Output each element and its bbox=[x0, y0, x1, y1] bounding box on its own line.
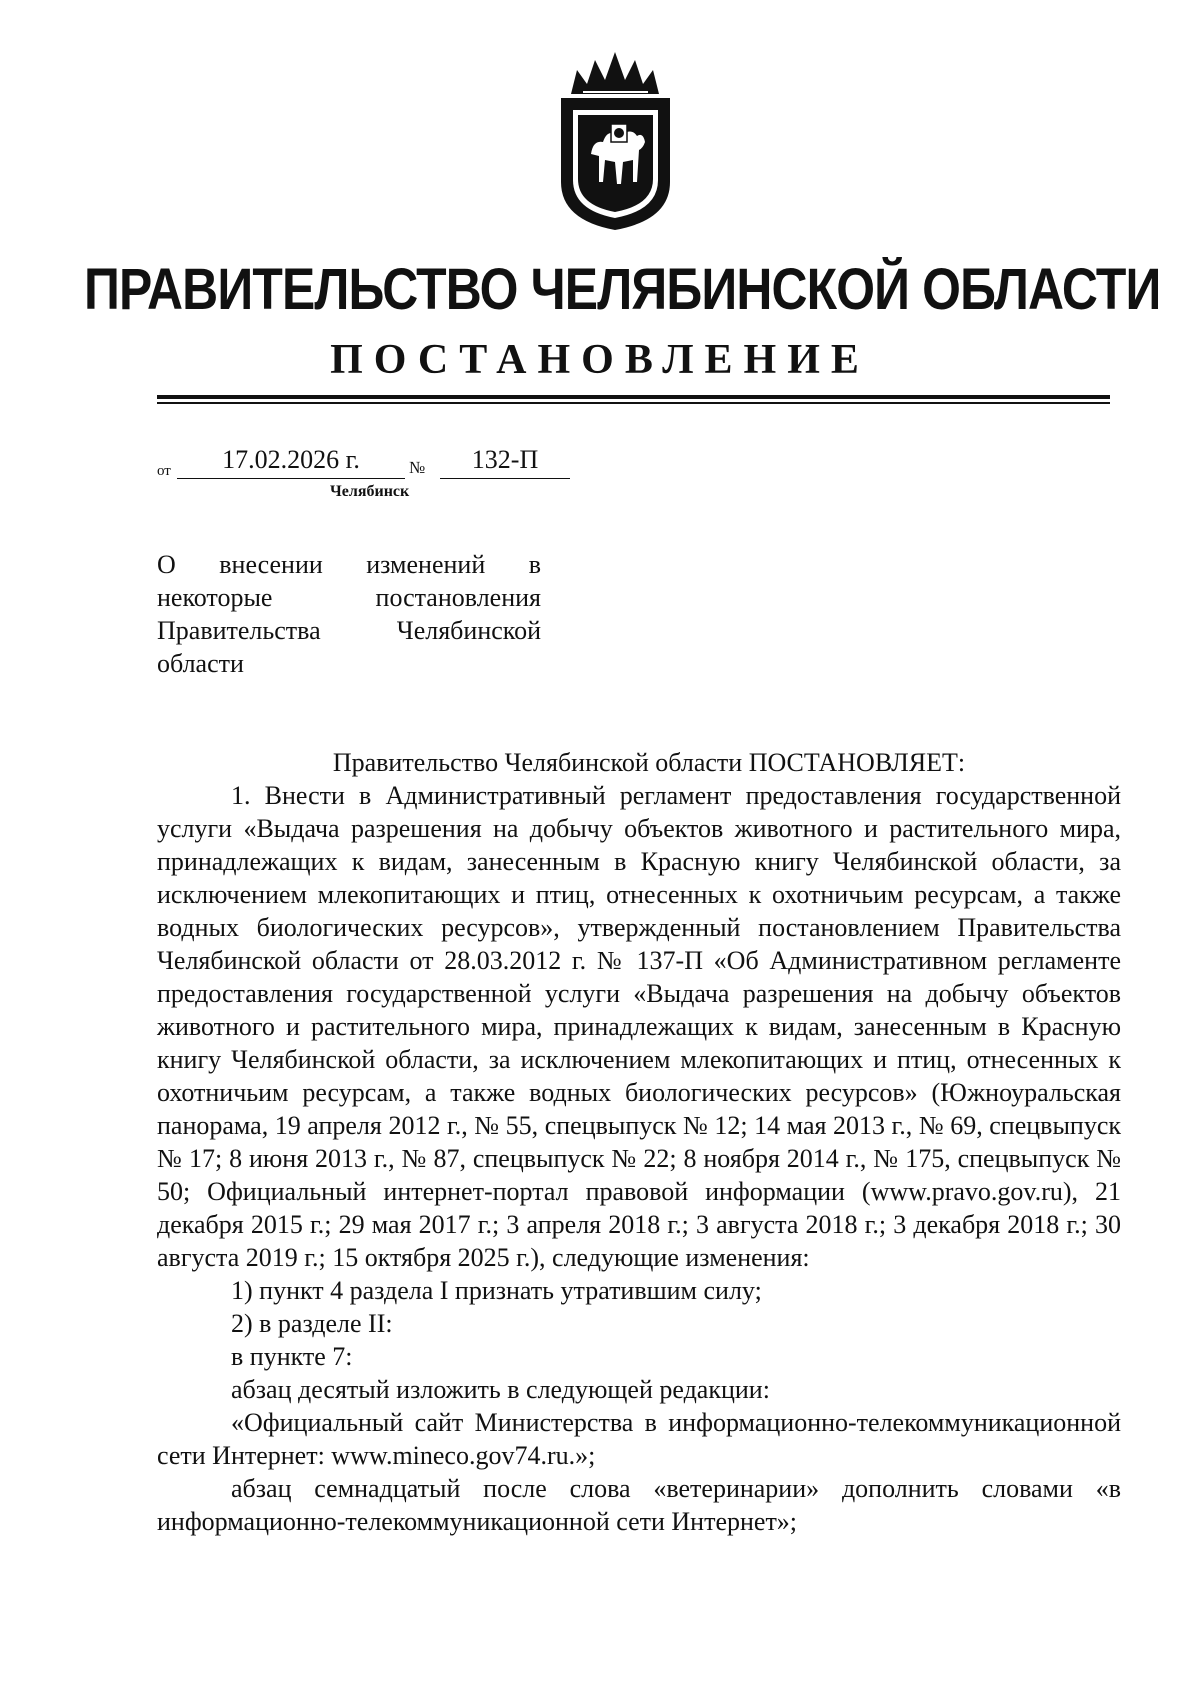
org-title: ПРАВИТЕЛЬСТВО ЧЕЛЯБИНСКОЙ ОБЛАСТИ bbox=[84, 257, 1161, 322]
document-date: 17.02.2026 г. bbox=[177, 445, 405, 479]
header-rule-thick bbox=[157, 395, 1110, 399]
body-paragraph: 1) пункт 4 раздела I признать утратившим силу; bbox=[231, 1276, 762, 1305]
subject-line: области bbox=[157, 649, 244, 678]
document-type: ПОСТАНОВЛЕНИЕ bbox=[330, 337, 870, 383]
subject-line: Правительства Челябинской bbox=[157, 616, 541, 645]
body-paragraph: 2) в разделе II: bbox=[231, 1309, 393, 1338]
body-paragraph: 1. Внести в Административный регламент предоставления государственной услуги «Выдача разрешения на добычу объектов животного и растительного мира, принадлежащих к видам, занесенным в Красную книгу Челябинской области, за исключением млекопитающих и птиц, отнесенных к охотничьим ресурсам, а также водных биологических ресурсов», утвержденный постановлением Правительства Челябинской области от 28.03.2012 г. № 137-П «Об Административном регламенте предоставления государственной услуги «Выдача разрешения на добычу объектов животного и растительного мира, принадлежащих к видам, занесенным в Красную книгу Челябинской области, за исключением млекопитающих и птиц, отнесенных к охотничьим ресурсам, а также водных биологических ресурсов» (Южноуральская панорама, 19 апреля 2012 г., № 55, спецвыпуск № 12; 14 мая 2013 г., № 69, спецвыпуск № 17; 8 июня 2013 г., № 87, спецвыпуск № 22; 8 ноября 2014 г., № 175, спецвыпуск № 50; Официальный интернет-портал правовой информации (www.pravo.gov.ru), 21 декабря 2015 г.; 29 мая 2017 г.; 3 апреля 2018 г.; 3 августа 2018 г.; 3 декабря 2018 г.; 30 августа 2019 г.; 15 октября 2025 г.), следующие изменения: bbox=[157, 781, 1121, 1272]
subject-line: некоторые постановления bbox=[157, 583, 541, 612]
coat-of-arms-emblem bbox=[553, 52, 678, 232]
date-prefix: от bbox=[157, 463, 171, 479]
body-paragraph: «Официальный сайт Министерства в информационно-телекоммуникационной сети Интернет: www.mineco.gov74.ru.»; bbox=[157, 1408, 1121, 1470]
body-paragraph: в пункте 7: bbox=[231, 1342, 353, 1371]
body-paragraph: абзац десятый изложить в следующей редакции: bbox=[231, 1375, 770, 1404]
document-city: Челябинск bbox=[330, 483, 410, 500]
subject-line: О внесении изменений в bbox=[157, 550, 541, 579]
body-paragraph: абзац семнадцатый после слова «ветеринарии» дополнить словами «в информационно-телекоммуникационной сети Интернет»; bbox=[157, 1474, 1121, 1536]
document-subject bbox=[157, 548, 541, 680]
number-prefix: № bbox=[409, 458, 426, 477]
document-body bbox=[157, 746, 1121, 1538]
header-rule-thin bbox=[157, 402, 1110, 404]
document-number: 132-П bbox=[440, 445, 570, 479]
preamble: Правительство Челябинской области ПОСТАНОВЛЯЕТ: bbox=[332, 748, 966, 777]
